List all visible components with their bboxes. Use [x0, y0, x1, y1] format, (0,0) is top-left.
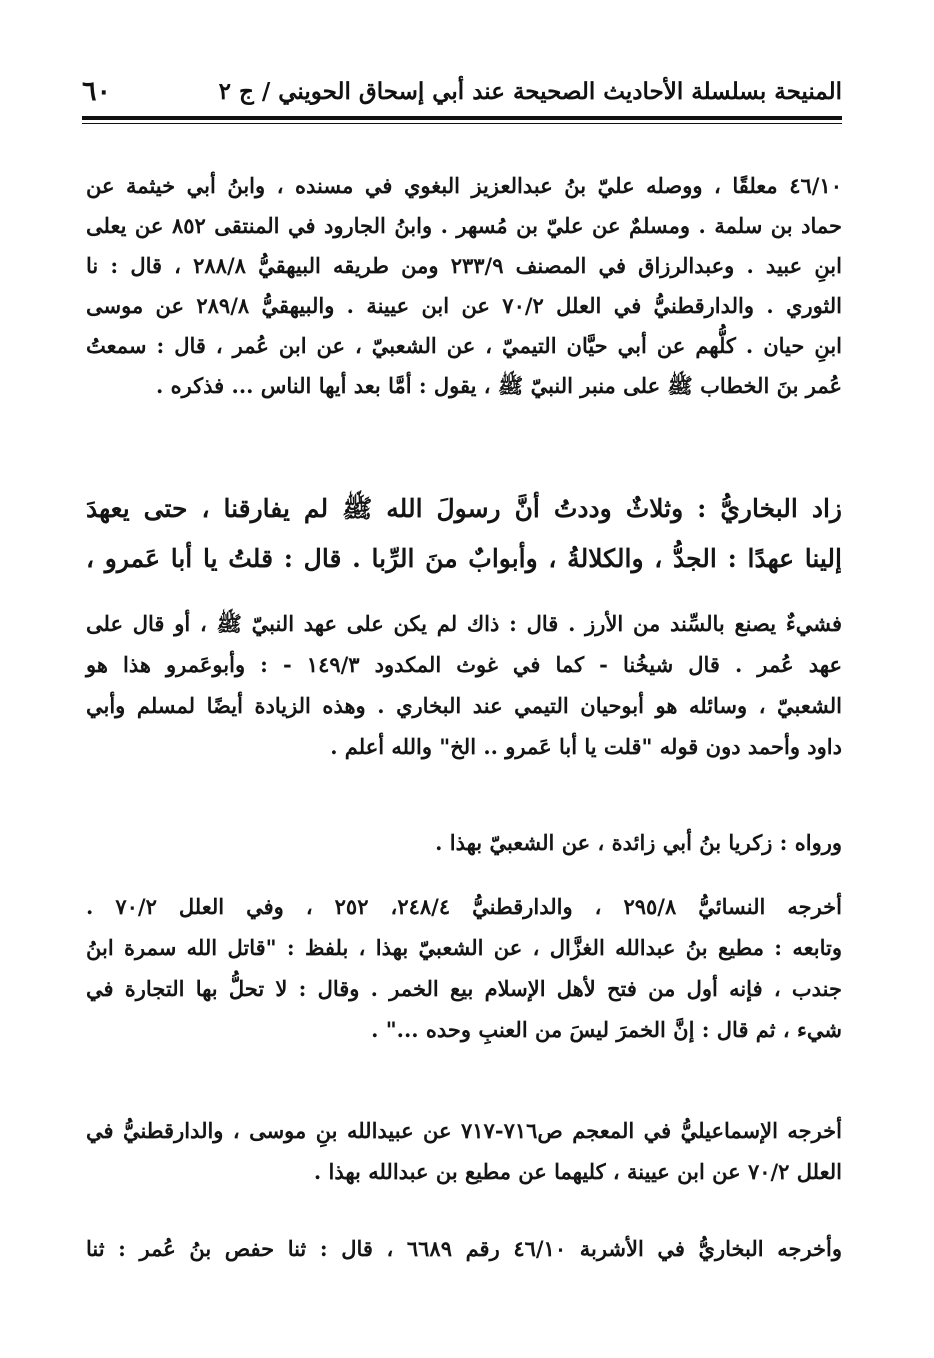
paragraph-2-quote — [86, 484, 842, 584]
text-line: زاد البخاريُّ : وثلاثٌ وددتُ أنَّ رسولَ الله ﷺ لم يفارقنا ، حتى يعهدَ — [86, 494, 842, 523]
running-title: المنيحة بسلسلة الأحاديث الصحيحة عند أبي إسحاق الحويني / ج ٢ — [218, 78, 842, 105]
header-rule-thick — [82, 116, 842, 120]
page-number: ٦٠ — [82, 76, 112, 107]
text-line: ابنِ عبيد . وعبدالرزاق في المصنف ٢٣٣/٩ ومن طريقه البيهقيُّ ٢٨٨/٨ ، قال : نا — [86, 253, 842, 278]
text-line: الثوري . والدارقطنيُّ في العلل ٧٠/٢ عن ابن عيينة . والبيهقيُّ ٢٨٩/٨ عن موسى — [86, 293, 842, 318]
text-line: ابنِ حيان . كلُّهم عن أبي حيَّان التيميّ ، عن الشعبيّ ، عن ابن عُمر ، قال : سمعتُ — [86, 333, 842, 358]
text-line: ٤٦/١٠ معلقًا ، ووصله عليّ بنُ عبدالعزيز البغوي في مسنده ، وابنُ أبي خيثمة عن — [86, 173, 842, 198]
text-line: وتابعه : مطيع بنُ عبدالله الغزَّال ، عن الشعبيّ بهذا ، بلفظ : "قاتل الله سمرة ابنُ — [86, 935, 842, 960]
text-line: داود وأحمد دون قوله "قلت يا أبا عَمرو .. الخ" والله أعلم . — [330, 734, 842, 759]
text-line: العلل ٧٠/٢ عن ابن عيينة ، كليهما عن مطيع بن عبدالله بهذا . — [313, 1159, 842, 1184]
text-line: شيء ، ثم قال : إنَّ الخمرَ ليسَ من العنبِ وحده ..." . — [371, 1017, 842, 1042]
text-line: فشيءٌ يصنع بالسِّند من الأرز . قال : ذاك لم يكن على عهد النبيّ ﷺ ، أو قال على — [86, 611, 842, 636]
paragraph-4 — [86, 823, 842, 863]
text-line: أخرجه النسائيُّ ٢٩٥/٨ ، والدارقطنيُّ ٢٤٨/٤، ٢٥٢ ، وفي العلل ٧٠/٢ . — [86, 894, 842, 919]
page-header — [82, 70, 842, 110]
text-line: الشعبيّ ، وسائله هو أبوحيان التيمي عند البخاري . وهذه الزيادة أيضًا لمسلم وأبي — [86, 693, 842, 718]
paragraph-6 — [86, 1110, 842, 1192]
text-line: عُمر بنَ الخطاب ﷺ على منبر النبيّ ﷺ ، يقول : أمَّا بعد أيها الناس ... فذكره . — [155, 373, 842, 398]
paragraph-5 — [86, 886, 842, 1050]
text-line: عهد عُمر . قال شيخُنا - كما في غوث المكدود ١٤٩/٣ - : وأبوعَمرو هذا هو — [86, 652, 842, 677]
paragraph-3 — [86, 603, 842, 767]
paragraph-1 — [86, 166, 842, 406]
text-line: حماد بن سلمة . ومسلمٌ عن عليّ بن مُسهر . وابنُ الجارود في المنتقى ٨٥٢ عن يعلى — [86, 213, 842, 238]
text-line: ورواه : زكريا بنُ أبي زائدة ، عن الشعبيّ بهذا . — [435, 830, 842, 855]
text-line: إلينا عهدًا : الجدُّ ، والكلالةُ ، وأبوابٌ منَ الرِّبا . قال : قلتُ يا أبا عَمرو ، — [86, 544, 842, 573]
text-line: جندب ، فإنه أول من فتح لأهل الإسلام بيع الخمر . وقال : لا تحلُّ بها التجارة في — [86, 976, 842, 1001]
paragraph-7 — [86, 1229, 842, 1269]
text-line: وأخرجه البخاريُّ في الأشربة ٤٦/١٠ رقم ٦٦٨٩ ، قال : ثنا حفص بنُ عُمر : ثنا — [86, 1236, 843, 1261]
text-line: أخرجه الإسماعيليُّ في المعجم ص٧١٦-٧١٧ عن عبيدالله بنِ موسى ، والدارقطنيُّ في — [86, 1118, 842, 1143]
header-rule-thin — [82, 123, 842, 124]
